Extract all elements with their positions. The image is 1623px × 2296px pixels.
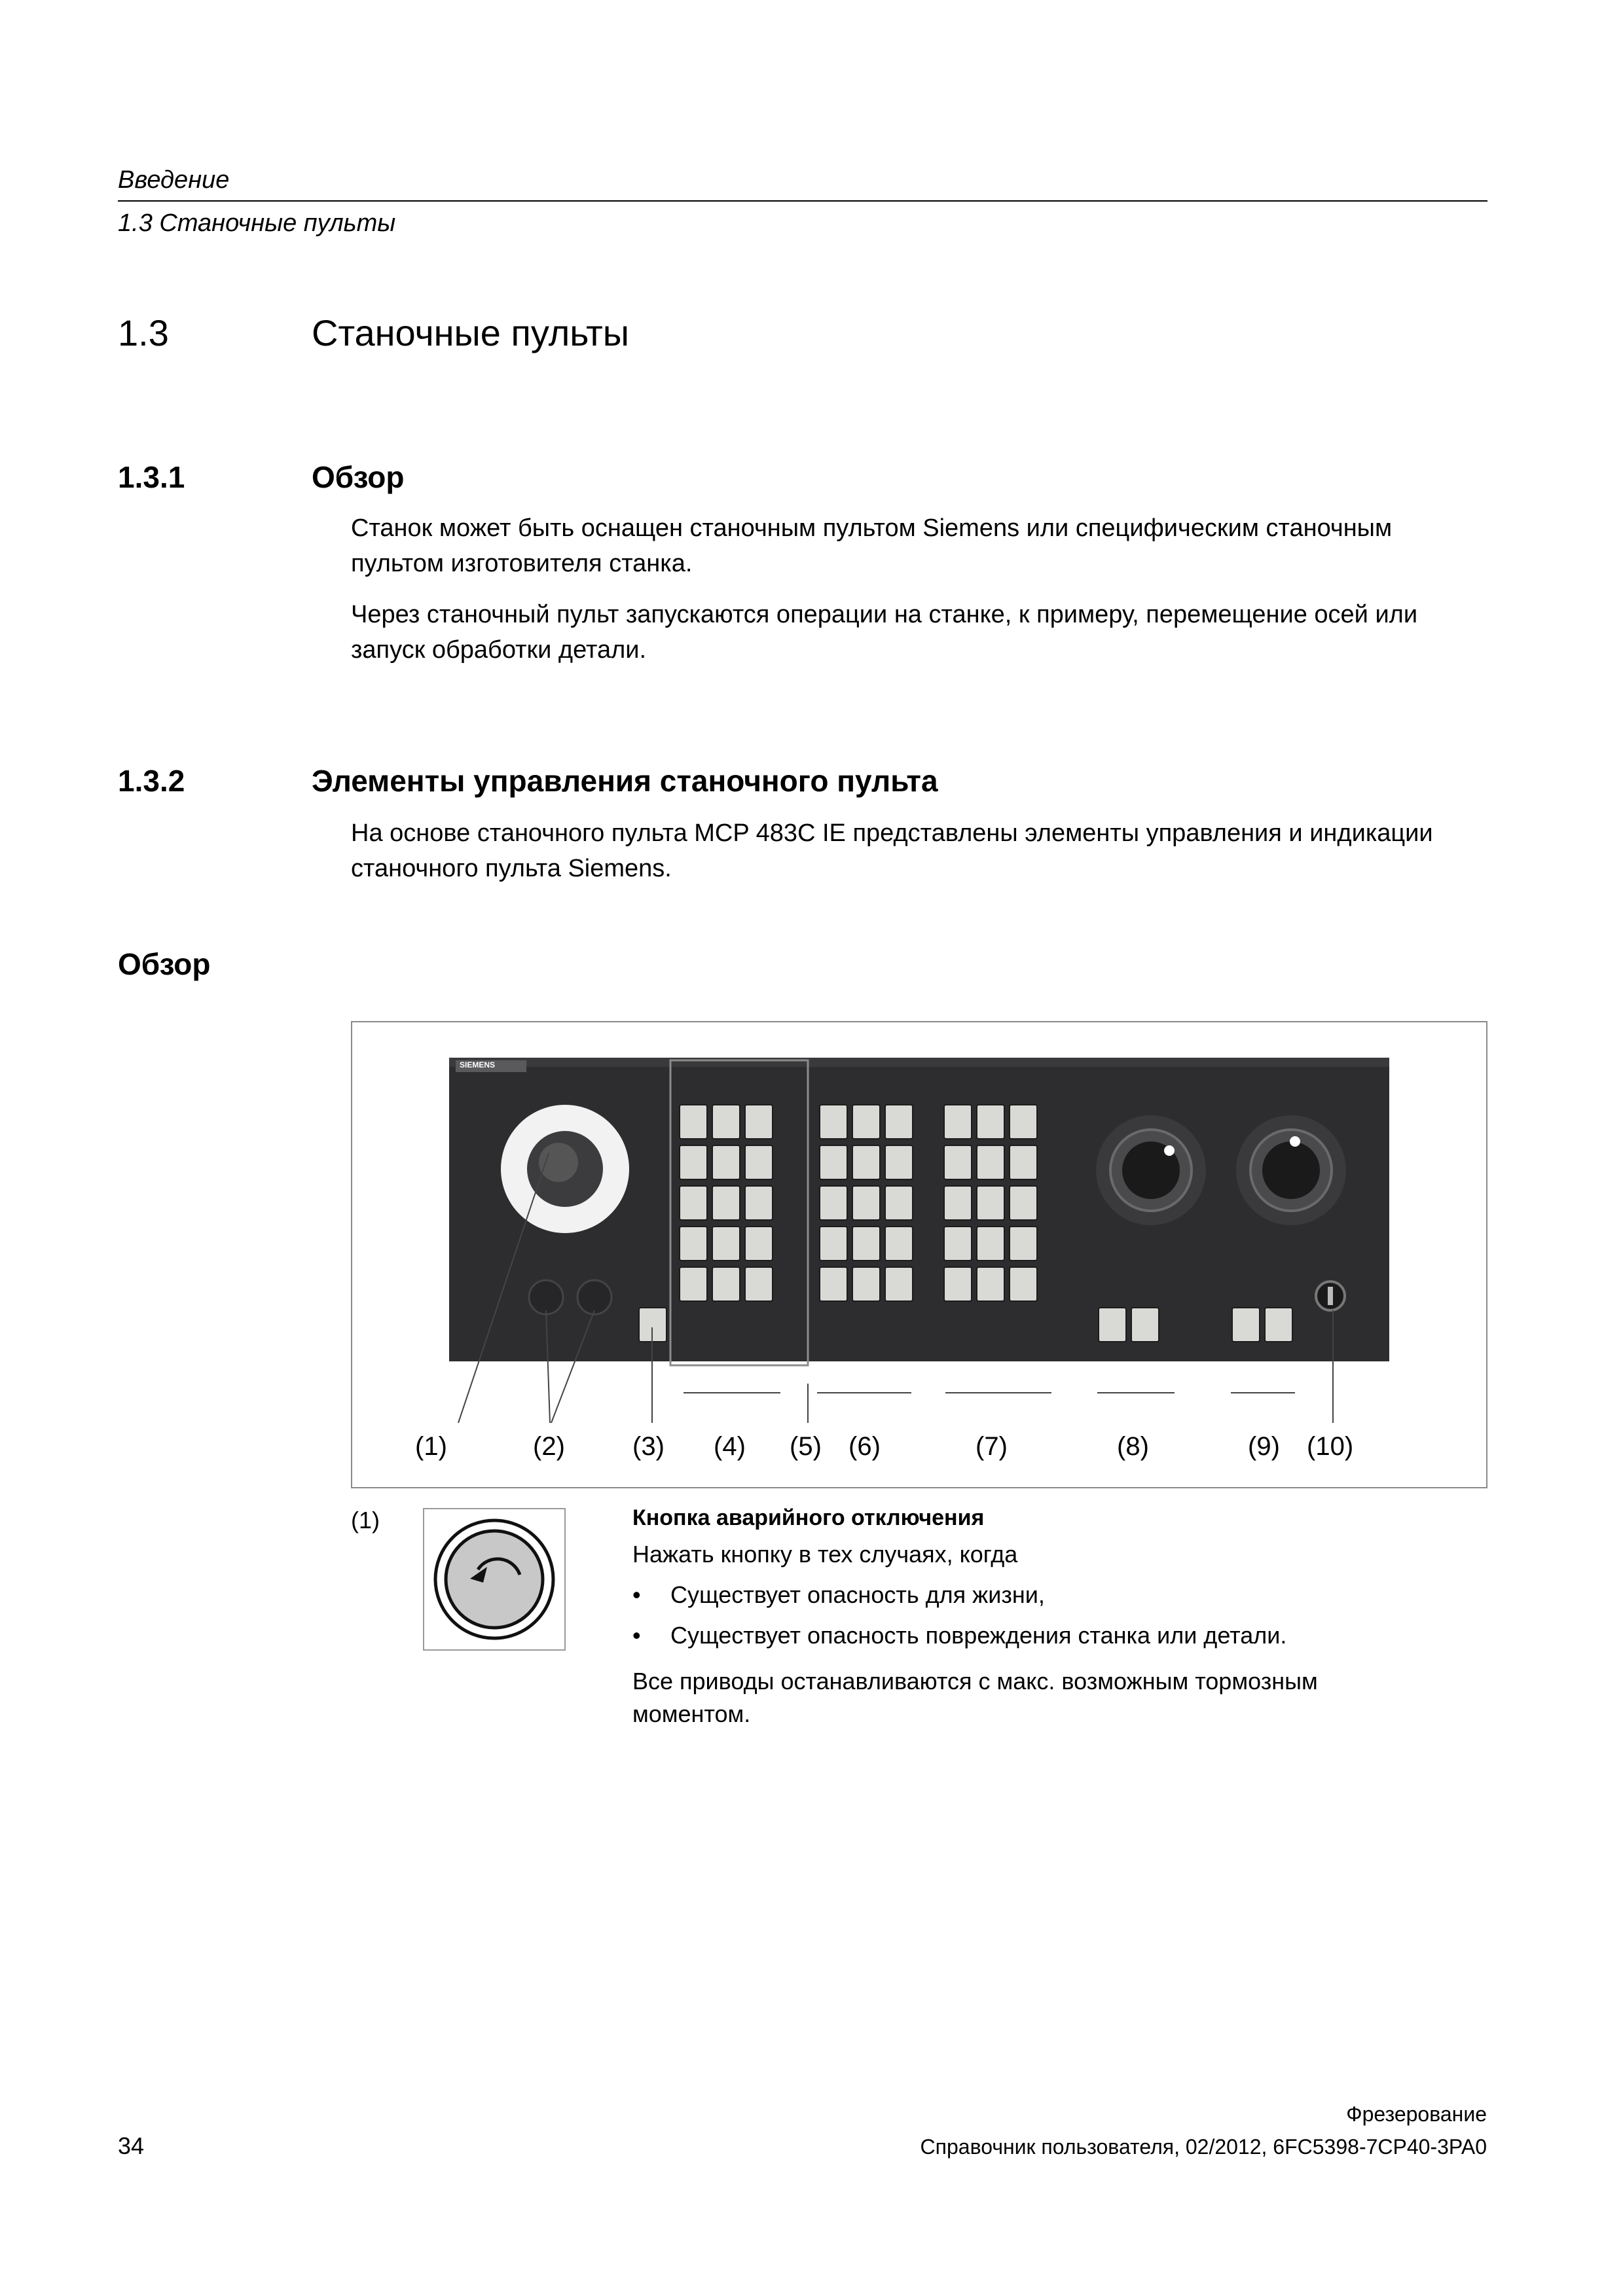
header-rule [118,200,1487,202]
panel-key [977,1145,1004,1179]
panel-key [712,1227,740,1261]
panel-key [1010,1267,1037,1301]
panel-key [680,1186,707,1220]
panel-key [885,1105,913,1139]
panel-key [712,1145,740,1179]
callout-10: (10) [1307,1432,1354,1461]
subsection-2-number: 1.3.2 [118,764,185,798]
panel-key [977,1186,1004,1220]
panel-key [1010,1186,1037,1220]
legend-item-intro: Нажать кнопку в тех случаях, когда [632,1541,1018,1568]
panel-key [745,1105,773,1139]
paragraph: Станок может быть оснащен станочным пультом Siemens или специфическим станочным пультом изготовителя станка. [351,514,1393,577]
panel-key [1232,1308,1260,1342]
panel-key [712,1267,740,1301]
subsection-1-number: 1.3.1 [118,460,185,494]
list-item: • Существует опасность для жизни, [632,1575,1470,1615]
callout-3: (3) [632,1432,665,1461]
panel-key [745,1227,773,1261]
panel-key [944,1145,972,1179]
panel-key [680,1227,707,1261]
callout-7: (7) [976,1432,1008,1461]
subsection-2-title: Элементы управления станочного пульта [312,764,938,798]
callout-6: (6) [848,1432,881,1461]
panel-key [977,1227,1004,1261]
panel-key [680,1105,707,1139]
panel-key [1010,1105,1037,1139]
section-number: 1.3 [118,312,169,353]
panel-key [852,1186,880,1220]
panel-key [820,1186,847,1220]
panel-key [885,1227,913,1261]
footer-product: Фрезерование [1346,2102,1487,2126]
footer-document: Справочник пользователя, 02/2012, 6FC5398-7CP40-3PA0 [920,2135,1487,2159]
panel-key [852,1267,880,1301]
panel-key [680,1145,707,1179]
panel-key [944,1227,972,1261]
panel-key [977,1105,1004,1139]
panel-key [712,1186,740,1220]
running-header-section: 1.3 Станочные пульты [118,209,396,237]
panel-key [712,1105,740,1139]
callout-4: (4) [714,1432,746,1461]
overview-heading: Обзор [118,947,211,981]
callout-1: (1) [415,1432,447,1461]
panel-key [820,1145,847,1179]
emergency-stop-icon [423,1508,566,1651]
panel-key [1265,1308,1292,1342]
panel-key [1010,1227,1037,1261]
panel-key [745,1145,773,1179]
panel-key [944,1105,972,1139]
panel-key [745,1267,773,1301]
machine-control-panel-image [352,1022,1486,1487]
panel-key [852,1145,880,1179]
panel-key [820,1267,847,1301]
paragraph: Через станочный пульт запускаются операции на станке, к примеру, перемещение осей или запуск обработки детали. [351,601,1418,664]
callout-9: (9) [1248,1432,1280,1461]
panel-key [852,1105,880,1139]
panel-key [852,1227,880,1261]
running-header-chapter: Введение [118,166,230,194]
callout-2: (2) [533,1432,565,1461]
panel-key [820,1227,847,1261]
panel-key [944,1186,972,1220]
footer-page-number: 34 [118,2132,145,2159]
panel-key [1131,1308,1159,1342]
legend-item-bullets [632,1575,1470,1656]
legend-item-number: (1) [351,1507,380,1534]
panel-key [745,1186,773,1220]
panel-key [885,1267,913,1301]
panel-key [680,1267,707,1301]
subsection-1-body [351,511,1464,681]
section-title: Станочные пульты [312,312,629,353]
panel-key [1099,1308,1126,1342]
callout-5: (5) [790,1432,822,1461]
panel-key [1010,1145,1037,1179]
subsection-1-title: Обзор [312,460,405,494]
figure-box [351,1021,1487,1488]
list-item: • Существует опасность повреждения станка или детали. [632,1615,1470,1656]
panel-key [885,1145,913,1179]
panel-key [820,1105,847,1139]
panel-key [977,1267,1004,1301]
panel-key [944,1267,972,1301]
brand-label: SIEMENS [460,1060,496,1069]
legend-item-note: Все приводы останавливаются с макс. возможным тормозным моментом. [632,1668,1318,1727]
subsection-2-body: На основе станочного пульта MCP 483C IE представлены элементы управления и индикации станочного пульта Siemens. [351,819,1433,882]
callout-8: (8) [1117,1432,1149,1461]
legend-item-title: Кнопка аварийного отключения [632,1505,985,1530]
panel-key [885,1186,913,1220]
